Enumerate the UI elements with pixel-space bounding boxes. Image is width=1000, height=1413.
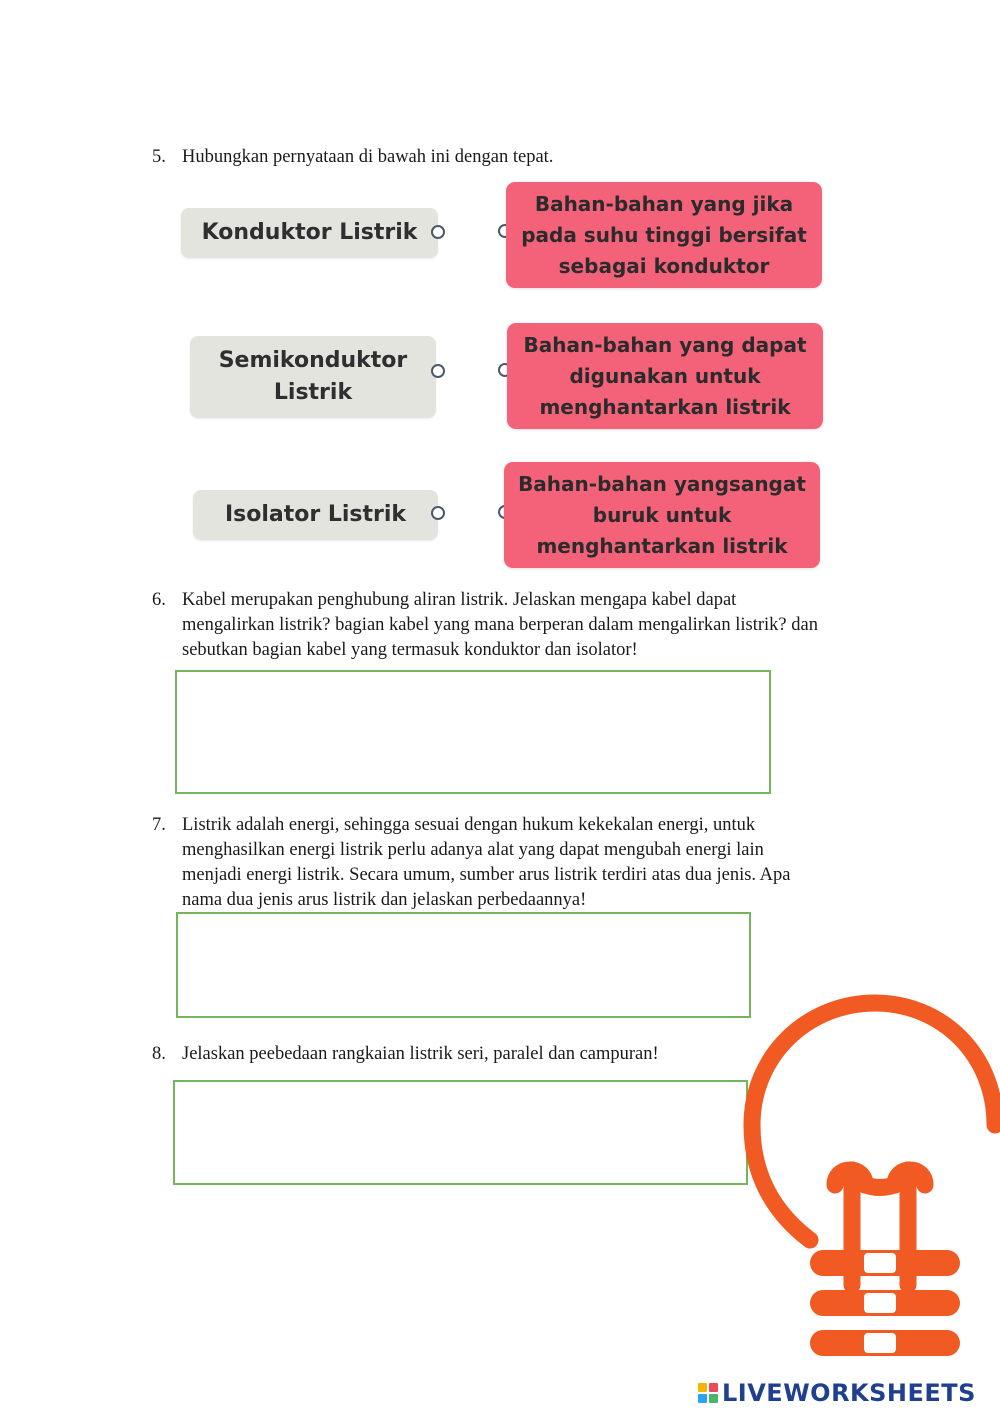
connector-dot-term-2[interactable] — [431, 364, 445, 378]
definition-3[interactable] — [504, 462, 820, 568]
term-label-line-1: Semikonduktor — [218, 348, 408, 373]
question-text — [182, 588, 818, 663]
connector-dot-term-3[interactable] — [431, 506, 445, 520]
light-bulb-icon — [740, 985, 1000, 1375]
question-text — [182, 813, 790, 913]
definition-line: menghantarkan listrik — [539, 394, 791, 419]
question-number: 8. — [152, 1044, 166, 1064]
question-text: Jelaskan peebedaan rangkaian listrik seri, paralel dan campuran! — [182, 1044, 659, 1064]
logo-text: LIVEWORKSHEETS — [722, 1379, 976, 1407]
question-7 — [152, 813, 892, 913]
definition-1[interactable] — [506, 182, 822, 288]
question-line: menghasilkan energi listrik perlu adanya alat yang dapat mengubah energi lain — [182, 840, 764, 860]
question-number: 5. — [152, 147, 166, 167]
definition-line: menghantarkan listrik — [536, 533, 788, 558]
answer-box-8[interactable] — [173, 1080, 748, 1185]
definition-line: Bahan-bahan yang jika — [534, 191, 794, 216]
definition-line: sebagai konduktor — [558, 253, 770, 278]
term-konduktor[interactable] — [181, 208, 438, 258]
question-text: Hubungkan pernyataan di bawah ini dengan tepat. — [182, 147, 554, 167]
question-number: 7. — [152, 815, 166, 835]
question-5 — [152, 145, 852, 171]
question-line: Kabel merupakan penghubung aliran listrik. Jelaskan mengapa kabel dapat — [182, 590, 737, 610]
answer-box-6[interactable] — [175, 670, 771, 794]
definition-line: Bahan-bahan yang dapat — [523, 332, 807, 357]
logo-mark-icon — [698, 1383, 718, 1403]
question-number: 6. — [152, 590, 166, 610]
definition-line: Bahan-bahan yangsangat — [518, 471, 806, 496]
term-label-line-2: Listrik — [273, 380, 353, 405]
definition-line: digunakan untuk — [569, 363, 761, 388]
term-label: Konduktor Listrik — [201, 220, 418, 245]
term-label: Isolator Listrik — [224, 502, 407, 527]
question-line: nama dua jenis arus listrik dan jelaskan perbedaannya! — [182, 890, 587, 910]
question-line: mengalirkan listrik? bagian kabel yang mana berperan dalam mengalirkan listrik? dan — [182, 615, 818, 635]
term-semikonduktor[interactable] — [190, 336, 436, 418]
question-line: Listrik adalah energi, sehingga sesuai dengan hukum kekekalan energi, untuk — [182, 815, 756, 835]
connector-dot-term-1[interactable] — [431, 225, 445, 239]
term-isolator[interactable] — [193, 490, 438, 540]
liveworksheets-logo — [698, 1378, 976, 1408]
question-line: menjadi energi listrik. Secara umum, sumber arus listrik terdiri atas dua jenis. Apa — [182, 865, 791, 885]
definition-2[interactable] — [507, 323, 823, 429]
answer-box-7[interactable] — [176, 912, 751, 1018]
definition-line: pada suhu tinggi bersifat — [521, 222, 807, 247]
question-6 — [152, 588, 892, 664]
question-line: sebutkan bagian kabel yang termasuk konduktor dan isolator! — [182, 640, 638, 660]
definition-line: buruk untuk — [592, 502, 732, 527]
